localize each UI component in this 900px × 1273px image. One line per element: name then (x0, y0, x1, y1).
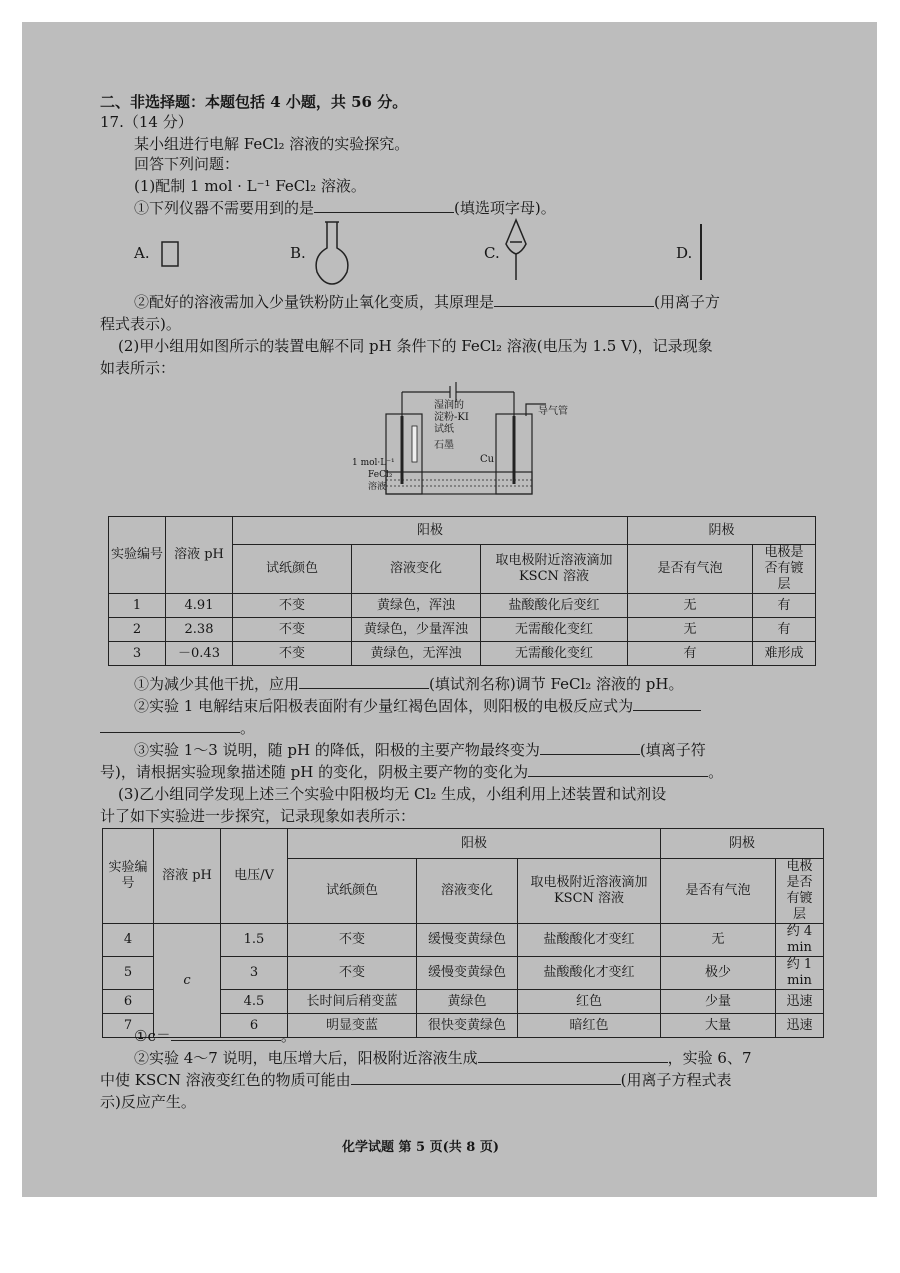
header-plating: 电极是否有镀层 (776, 859, 824, 924)
cell: 大量 (661, 1014, 776, 1038)
header-anode: 阳极 (288, 829, 661, 859)
header-paper: 试纸颜色 (288, 859, 417, 924)
cell: 很快变黄绿色 (417, 1014, 518, 1038)
intro-line: 某小组进行电解 FeCl₂ 溶液的实验探究。 (134, 135, 410, 153)
cell: 不变 (288, 924, 417, 957)
label-paper: 试纸 (434, 424, 454, 435)
cell: 黄绿色 (417, 990, 518, 1014)
answer-blank[interactable] (478, 1048, 668, 1063)
header-kscn: 取电极附近溶液滴加 KSCN 溶液 (518, 859, 661, 924)
cell: 长时间后稍变蓝 (288, 990, 417, 1014)
label-paper: 湿润的 (434, 400, 464, 411)
cell: 6 (103, 990, 154, 1014)
cell: 6 (221, 1014, 288, 1038)
part2-q2 (134, 696, 701, 716)
cell: 黄绿色，浑浊 (352, 594, 481, 618)
results-table-1 (108, 516, 816, 666)
cell: 盐酸酸化才变红 (518, 924, 661, 957)
question-number: 17.（14 分） (100, 113, 193, 131)
cell: 极少 (661, 957, 776, 990)
label-graphite: 石墨 (434, 440, 454, 451)
header-bubble: 是否有气泡 (628, 545, 753, 594)
cell: 盐酸酸化才变红 (518, 957, 661, 990)
table-row (103, 924, 824, 957)
part2-q3 (134, 740, 706, 760)
text: ①下列仪器不需要用到的是 (134, 199, 315, 217)
cell: 无 (661, 924, 776, 957)
intro-line: 回答下列问题： (134, 155, 240, 173)
text: 。 (708, 763, 724, 781)
scanned-page (22, 22, 877, 1197)
header-voltage: 电压/V (221, 829, 288, 924)
answer-blank[interactable] (494, 292, 654, 307)
results-table-2 (102, 828, 824, 1038)
table-row (109, 642, 816, 666)
header-ph: 溶液 pH (166, 517, 233, 594)
label-solution: 1 mol·L⁻¹ (352, 458, 395, 468)
cell: 不变 (233, 642, 352, 666)
text: ①为减少其他干扰，应用 (134, 675, 300, 693)
cell: 无 (628, 594, 753, 618)
answer-blank[interactable] (171, 1026, 281, 1041)
header-bubble: 是否有气泡 (661, 859, 776, 924)
cell: －0.43 (166, 642, 233, 666)
cell: 无需酸化变红 (481, 618, 628, 642)
cell: 迅速 (776, 1014, 824, 1038)
header-no: 实验编号 (103, 829, 154, 924)
header-solution: 溶液变化 (352, 545, 481, 594)
beaker-icon (158, 238, 184, 270)
part3-q2 (134, 1048, 752, 1068)
header-kscn: 取电极附近溶液滴加 KSCN 溶液 (481, 545, 628, 594)
header-paper: 试纸颜色 (233, 545, 352, 594)
header-solution: 溶液变化 (417, 859, 518, 924)
cell: 约 4 min (776, 924, 824, 957)
label-cu: Cu (480, 454, 495, 465)
cell: 有 (753, 618, 816, 642)
flask-icon (307, 218, 357, 288)
text: ②配好的溶液需加入少量铁粉防止氧化变质，其原理是 (134, 293, 495, 311)
text: ③实验 1～3 说明，随 pH 的降低，阳极的主要产物最终变为 (134, 741, 540, 759)
text: (用离子方 (654, 293, 720, 311)
cell: 不变 (288, 957, 417, 990)
part2-line: 如表所示： (100, 359, 176, 377)
label-solution: FeCl₂ (368, 470, 393, 480)
cell: 不变 (233, 594, 352, 618)
answer-blank[interactable] (100, 718, 240, 733)
cell: 4.91 (166, 594, 233, 618)
header-no: 实验编号 (109, 517, 166, 594)
part2-line: (2)甲小组用如图所示的装置电解不同 pH 条件下的 FeCl₂ 溶液(电压为 1.5 V)，记录现象 (118, 337, 713, 355)
cell: 2 (109, 618, 166, 642)
table-row (109, 594, 816, 618)
label-paper: 淀粉-KI (434, 412, 469, 423)
text: ，实验 6、7 (667, 1049, 752, 1067)
answer-blank[interactable] (314, 198, 454, 213)
electrolysis-apparatus-diagram (350, 374, 560, 514)
answer-blank[interactable] (633, 696, 701, 711)
text: ①c＝ (134, 1027, 171, 1045)
cell: 盐酸酸化后变红 (481, 594, 628, 618)
text: 中使 KSCN 溶液变红色的物质可能由 (100, 1071, 351, 1089)
header-plating: 电极是否有镀层 (753, 545, 816, 594)
answer-blank[interactable] (528, 762, 708, 777)
cell: 无 (628, 618, 753, 642)
rod-icon (694, 222, 708, 282)
label-tube: 导气管 (538, 406, 568, 417)
part3-q2-cont (100, 1070, 731, 1090)
cell: 4 (103, 924, 154, 957)
part2-q3-cont (100, 762, 723, 782)
funnel-icon (496, 214, 536, 286)
cell: 2.38 (166, 618, 233, 642)
answer-blank[interactable] (540, 740, 640, 755)
table-row (109, 618, 816, 642)
option-a-label: A. (134, 244, 150, 262)
part1-q2 (134, 292, 720, 312)
text: 。 (240, 719, 256, 737)
part3-q2-end: 示)反应产生。 (100, 1093, 196, 1111)
part1-q2-cont: 程式表示)。 (100, 315, 181, 333)
cell: 黄绿色，少量浑浊 (352, 618, 481, 642)
cell: 4.5 (221, 990, 288, 1014)
cell: 1.5 (221, 924, 288, 957)
cell: 缓慢变黄绿色 (417, 957, 518, 990)
cell: 不变 (233, 618, 352, 642)
header-ph: 溶液 pH (154, 829, 221, 924)
text: (填离子符 (639, 741, 706, 759)
text: ②实验 4～7 说明，电压增大后，阳极附近溶液生成 (134, 1049, 478, 1067)
option-d-label: D. (676, 244, 693, 262)
cell: 7 (103, 1014, 154, 1038)
part2-q2-cont (100, 718, 255, 738)
part1-title: (1)配制 1 mol · L⁻¹ FeCl₂ 溶液。 (134, 177, 366, 195)
cell: 3 (109, 642, 166, 666)
cell: 3 (221, 957, 288, 990)
cell: 迅速 (776, 990, 824, 1014)
text: (填试剂名称)调节 FeCl₂ 溶液的 pH。 (429, 675, 684, 693)
header-cathode: 阴极 (661, 829, 824, 859)
cell: 有 (628, 642, 753, 666)
header-cathode: 阴极 (628, 517, 816, 545)
header-anode: 阳极 (233, 517, 628, 545)
cell-ph-c: c (154, 924, 221, 1038)
cell: 无需酸化变红 (481, 642, 628, 666)
cell: 少量 (661, 990, 776, 1014)
cell: 5 (103, 957, 154, 990)
cell: 缓慢变黄绿色 (417, 924, 518, 957)
part3-line: 计了如下实验进一步探究，记录现象如表所示： (100, 807, 416, 825)
part3-q1 (134, 1026, 296, 1046)
cell: 红色 (518, 990, 661, 1014)
cell: 1 (109, 594, 166, 618)
text: (用离子方程式表 (620, 1071, 732, 1089)
page-footer: 化学试题 第 5 页(共 8 页) (342, 1140, 500, 1155)
option-c-label: C. (484, 244, 500, 262)
answer-blank[interactable] (299, 674, 429, 689)
option-b-label: B. (290, 244, 306, 262)
cell: 难形成 (753, 642, 816, 666)
cell: 黄绿色，无浑浊 (352, 642, 481, 666)
text: (填选项字母)。 (454, 199, 556, 217)
text: ②实验 1 电解结束后阳极表面附有少量红褐色固体，则阳极的电极反应式为 (134, 697, 634, 715)
answer-blank[interactable] (351, 1070, 621, 1085)
cell: 暗红色 (518, 1014, 661, 1038)
section-title: 二、非选择题：本题包括 4 小题，共 56 分。 (100, 93, 408, 111)
part1-q1 (134, 198, 556, 218)
part3-line: (3)乙小组同学发现上述三个实验中阳极均无 Cl₂ 生成，小组利用上述装置和试剂设 (118, 785, 667, 803)
cell: 明显变蓝 (288, 1014, 417, 1038)
label-solution: 溶液 (368, 482, 387, 492)
cell: 约 1 min (776, 957, 824, 990)
cell: 有 (753, 594, 816, 618)
text: 。 (280, 1027, 296, 1045)
part2-q1 (134, 674, 683, 694)
text: 号)，请根据实验现象描述随 pH 的变化，阴极主要产物的变化为 (100, 763, 529, 781)
